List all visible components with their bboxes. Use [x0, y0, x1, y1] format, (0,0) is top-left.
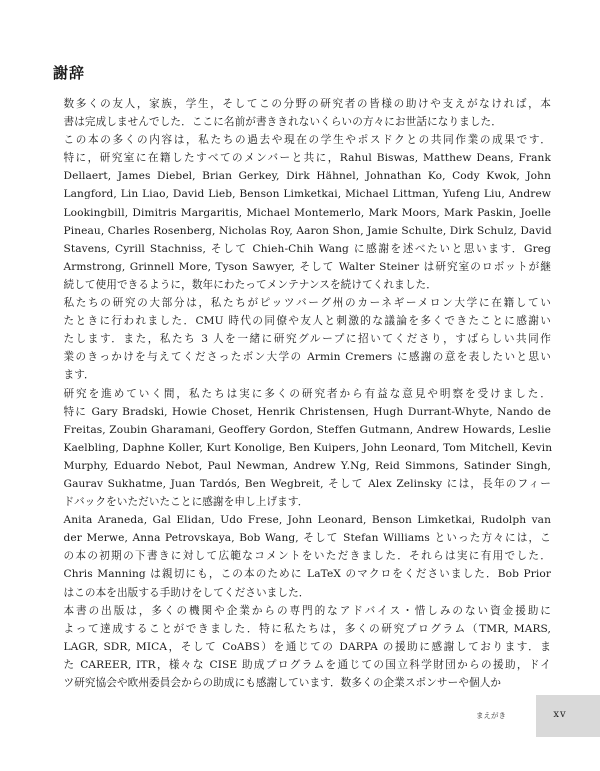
text-line: LAGR, SDR, MICA，そして CoABS）を通じての DARPA の援助に感謝しております．ま	[63, 640, 551, 653]
text-line: 続して使用できるように，数年にわたってメンテナンスを続けてくれました．	[63, 278, 437, 291]
text-line: 研究を進めていく間，私たちは実に多くの研究者から有益な意見や明察を受けました．	[63, 387, 551, 400]
text-line: 本書の出版は，多くの機関や企業からの専門的なアドバイス・惜しみのない資金援助に	[63, 604, 551, 617]
text-line: Langford, Lin Liao, David Lieb, Benson Limketkai, Michael Littman, Yufeng Liu, Andrew	[63, 188, 551, 201]
text-line: Pineau, Charles Rosenberg, Nicholas Roy, Aaron Shon, Jamie Schulte, Dirk Schulz, David	[63, 224, 552, 237]
paragraph	[53, 511, 551, 601]
text-line: 書は完成しませんでした．ここに名前が書ききれないくらいの方々にお世話になりました．	[63, 116, 502, 129]
running-footer-label: まえがき	[476, 711, 506, 720]
body-text	[53, 95, 551, 692]
text-line: の本の初期の下書きに対して広範なコメントをいただきました．それらは実に有用でした．	[63, 550, 551, 563]
text-line: 業のきっかけを与えてくださったボン大学の Armin Cremers に感謝の意を表したいと思い	[63, 351, 551, 364]
text-line: よって達成することができました．特に私たちは，多くの研究プログラム（TMR, MARS,	[63, 622, 551, 635]
text-line: der Merwe, Anna Petrovskaya, Bob Wang, そして Stefan Williams といった方々には，こ	[63, 532, 551, 545]
text-line: たときに行われました．CMU 時代の同僚や友人と刺激的な議論を多くできたことに感謝い	[63, 315, 551, 328]
paragraph	[53, 294, 551, 384]
text-line: はこの本を出版する手助けをしてくださいました．	[63, 586, 310, 599]
page-number-tab	[536, 695, 600, 737]
text-line: ます．	[63, 369, 95, 382]
page-number: xv	[553, 709, 567, 720]
text-line: Dellaert, James Diebel, Brian Gerkey, Dirk Hähnel, Johnathan Ko, Cody Kwok, John	[63, 170, 551, 183]
text-line: Gaurav Sukhatme, Juan Tardós, Ben Wegbreit, そして Alex Zelinsky には，長年のフィー	[63, 477, 551, 490]
paragraph	[53, 602, 551, 692]
paragraph	[53, 385, 551, 512]
text-line: 私たちの研究の大部分は，私たちがピッツバーグ州のカーネギーメロン大学に在籍してい	[63, 297, 551, 310]
text-line: Armstrong, Grinnell More, Tyson Sawyer, そして Walter Steiner は研究室のロボットが継	[63, 260, 551, 273]
text-line: ドバックをいただいたことに感謝を申し上げます．	[63, 496, 309, 509]
text-line: 特に，研究室に在籍したすべてのメンバーと共に，Rahul Biswas, Matthew Deans, Frank	[63, 152, 551, 165]
paragraph	[53, 131, 551, 294]
text-line: 数多くの友人，家族，学生，そしてこの分野の研究者の皆様の助けや支えがなければ，本	[63, 98, 551, 110]
text-line: Murphy, Eduardo Nebot, Paul Newman, Andrew Y.Ng, Reid Simmons, Satinder Singh,	[63, 459, 551, 472]
paragraph	[53, 95, 551, 131]
text-line: 特に Gary Bradski, Howie Choset, Henrik Christensen, Hugh Durrant-Whyte, Nando de	[63, 405, 551, 418]
text-line: ツ研究協会や欧州委員会からの助成にも感謝しています．数多くの企業スポンサーや個人か	[63, 677, 502, 689]
text-line: Lookingbill, Dimitris Margaritis, Michael Montemerlo, Mark Moors, Mark Paskin, Joelle	[63, 206, 551, 219]
section-heading: 謝辞	[53, 64, 86, 82]
text-line: この本の多くの内容は，私たちの過去や現在の学生やポスドクとの共同作業の成果です．	[63, 134, 551, 147]
text-line: たします．また，私たち 3 人を一緒に研究グループに招いてくださり，すばらしい共同作	[63, 333, 551, 346]
text-line: Chris Manning は親切にも，この本のために LaTeX のマクロをくださいました．Bob Prior	[63, 568, 551, 581]
text-line: Kaelbling, Daphne Koller, Kurt Konolige, Ben Kuipers, John Leonard, Tom Mitchell, Kevin	[63, 441, 553, 454]
text-line: た CAREER, ITR，様々な CISE 助成プログラムを通じての国立科学財団からの援助，ドイ	[63, 658, 551, 671]
text-line: Stavens, Cyrill Stachniss, そして Chieh-Chih Wang に感謝を述べたいと思います．Greg	[63, 242, 551, 255]
text-line: Anita Araneda, Gal Elidan, Udo Frese, John Leonard, Benson Limketkai, Rudolph van	[63, 514, 551, 527]
text-line: Freitas, Zoubin Gharamani, Geoffery Gordon, Steffen Gutmann, Andrew Howards, Leslie	[63, 423, 551, 436]
